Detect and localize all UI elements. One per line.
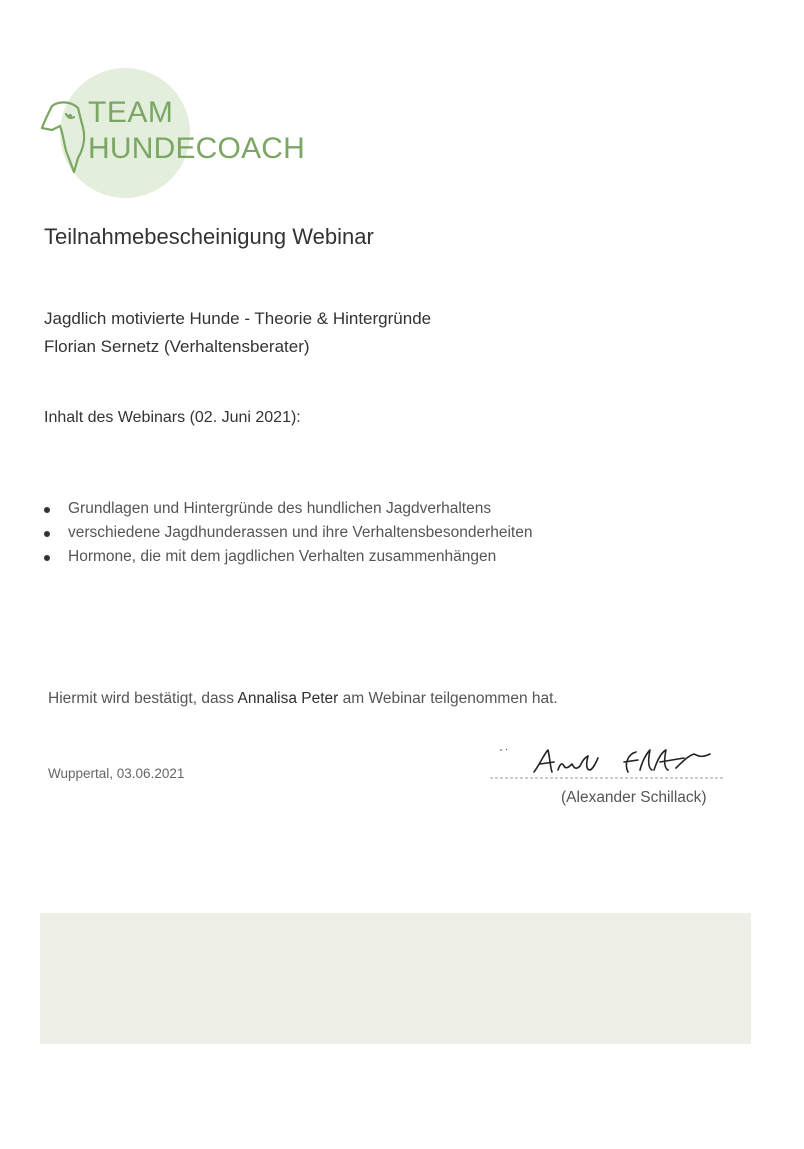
- trainer-name: Florian Sernetz (Verhaltensberater): [44, 337, 310, 356]
- logo-text-team: TEAM: [88, 96, 174, 129]
- participant-name: Annalisa Peter: [237, 690, 339, 707]
- content-heading: Inhalt des Webinars (02. Juni 2021):: [44, 409, 301, 426]
- list-item: Grundlagen und Hintergründe des hundlichen Jagdverhaltens: [44, 497, 532, 521]
- signature: [488, 744, 728, 784]
- logo: [38, 68, 318, 200]
- list-item: Hormone, die mit dem jagdlichen Verhalten zusammenhängen: [44, 545, 532, 569]
- signatory-name: (Alexander Schillack): [561, 789, 707, 806]
- course-title: Jagdlich motivierte Hunde - Theorie & Hintergründe: [44, 309, 432, 328]
- list-item: verschiedene Jagdhunderassen und ihre Verhaltensbesonderheiten: [44, 521, 532, 545]
- confirmation-text: [48, 690, 558, 708]
- document-title: Teilnahmebescheinigung Webinar: [44, 224, 374, 249]
- confirmation-text-before: Hiermit wird bestätigt, dass: [48, 690, 238, 707]
- confirmation-text-after: am Webinar teilgenommen hat.: [338, 690, 558, 707]
- footer-box: [40, 913, 751, 1044]
- logo-text-hundecoach: HUNDECOACH: [88, 132, 306, 165]
- topic-list: [44, 497, 532, 569]
- place-date: Wuppertal, 03.06.2021: [48, 766, 185, 781]
